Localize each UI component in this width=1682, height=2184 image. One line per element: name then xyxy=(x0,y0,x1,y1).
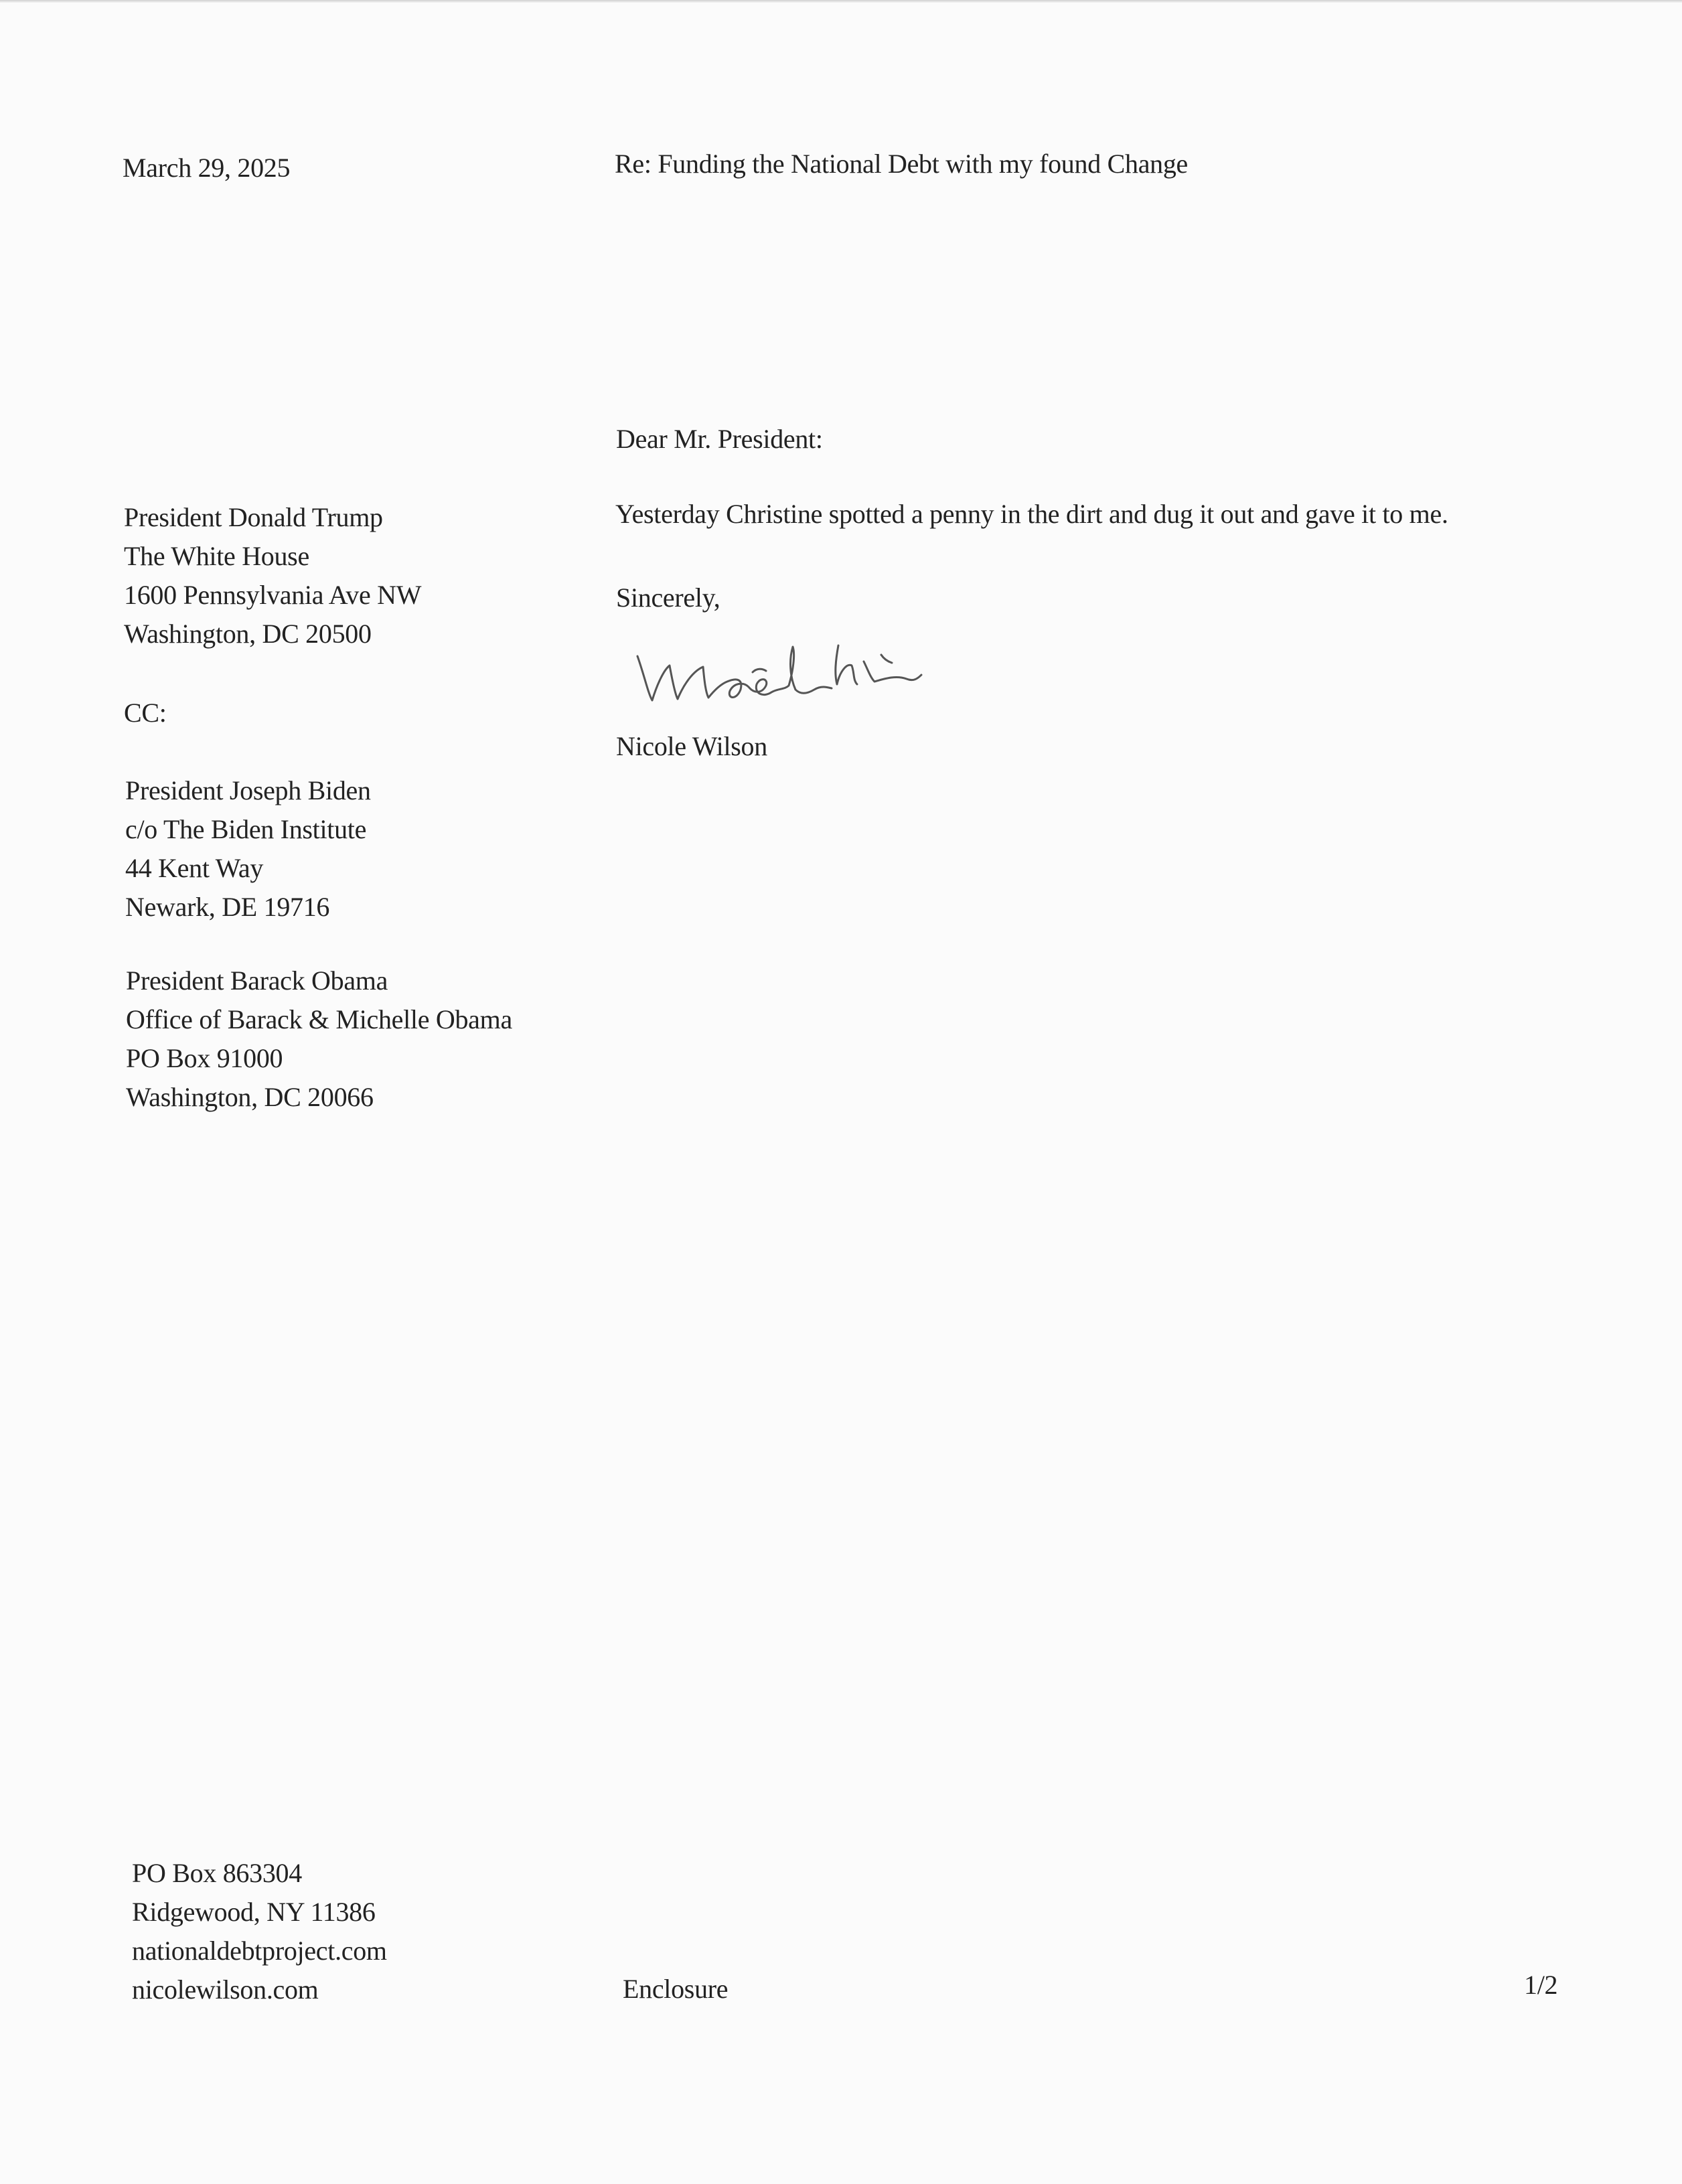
address-line: 44 Kent Way xyxy=(125,853,264,883)
address-line: 1600 Pennsylvania Ave NW xyxy=(124,580,422,610)
footer-line: PO Box 863304 xyxy=(132,1858,302,1888)
footer-line: nicolewilson.com xyxy=(132,1974,319,2005)
address-line: Newark, DE 19716 xyxy=(125,892,330,922)
address-line: c/o The Biden Institute xyxy=(125,814,367,844)
scan-edge xyxy=(0,0,1682,3)
address-line: Washington, DC 20066 xyxy=(126,1082,374,1112)
salutation: Dear Mr. President: xyxy=(616,424,823,454)
address-line: President Barack Obama xyxy=(126,965,388,996)
handwritten-signature xyxy=(629,628,924,708)
letter-date: March 29, 2025 xyxy=(123,153,291,183)
signer-name: Nicole Wilson xyxy=(616,731,767,761)
sender-footer xyxy=(132,1854,387,2009)
address-line: President Joseph Biden xyxy=(125,775,371,805)
address-line: The White House xyxy=(124,541,309,571)
closing: Sincerely, xyxy=(616,582,720,613)
footer-line: nationaldebtproject.com xyxy=(132,1936,387,1966)
cc-label: CC: xyxy=(124,698,167,728)
enclosure-note: Enclosure xyxy=(623,1974,729,2004)
cc-address-obama xyxy=(126,961,512,1117)
address-line: President Donald Trump xyxy=(124,502,383,532)
address-line: Office of Barack & Michelle Obama xyxy=(126,1004,512,1034)
letter-subject: Re: Funding the National Debt with my found Change xyxy=(615,149,1188,179)
cc-address-biden xyxy=(125,771,371,927)
address-line: PO Box 91000 xyxy=(126,1043,283,1073)
recipient-address xyxy=(124,498,421,653)
page-number: 1/2 xyxy=(1524,1970,1558,2000)
footer-line: Ridgewood, NY 11386 xyxy=(132,1897,376,1927)
letter-body: Yesterday Christine spotted a penny in the dirt and dug it out and gave it to me. xyxy=(615,499,1448,529)
address-line: Washington, DC 20500 xyxy=(124,619,372,649)
